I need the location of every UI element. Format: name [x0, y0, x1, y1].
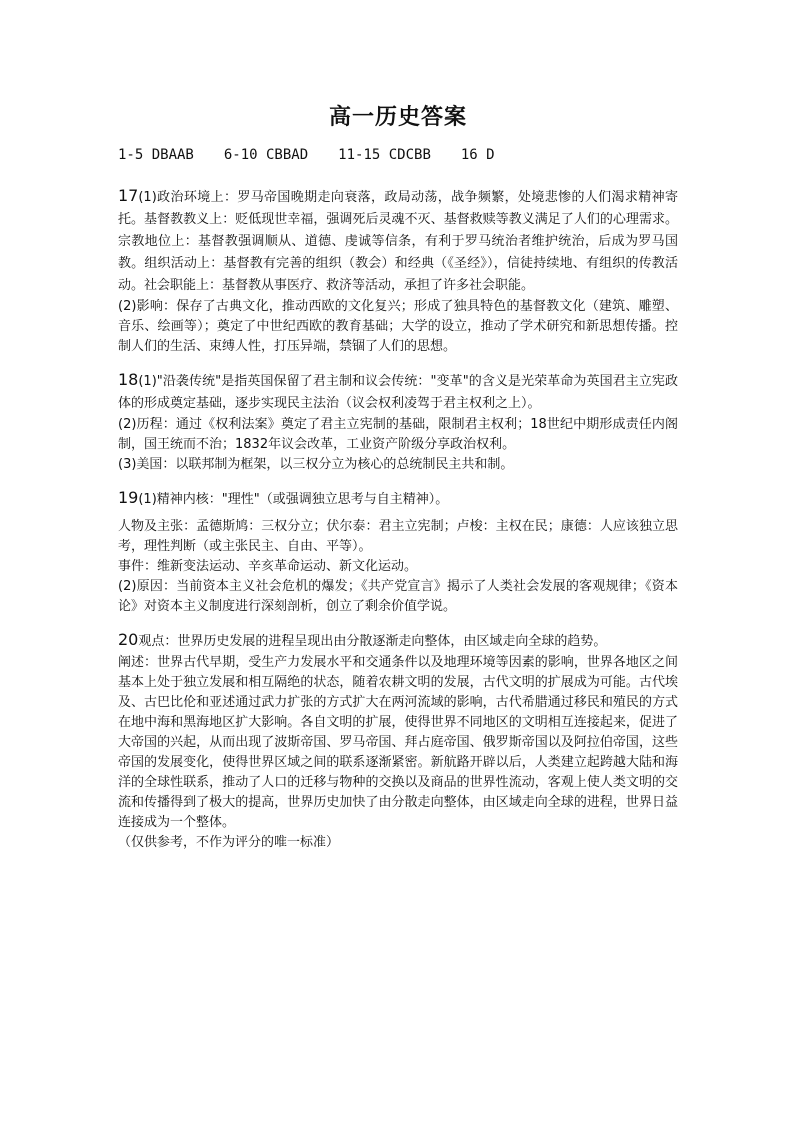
question-18-number: 18: [118, 370, 139, 389]
answer-sheet: [118, 100, 678, 865]
question-20: [118, 629, 678, 853]
question-20-number: 20: [118, 630, 139, 649]
question-18: [118, 369, 678, 475]
question-19-figures: 人物及主张：孟德斯鸠：三权分立；伏尔泰：君主立宪制；卢梭：主权在民；康德：人应该独立思考，理性判断（或主张民主、自由、平等）。: [118, 519, 678, 554]
question-17-part-1: (1)政治环境上：罗马帝国晚期走向衰落，政局动荡，战争频繁，处境悲惨的人们渴求精神寄托。基督教教义上：贬低现世幸福，强调死后灵魂不灭、基督救赎等教义满足了人们的心理需求。宗教地位上：基督教强调顺从、道德、虔诚等信条，有利于罗马统治者维护统治，后成为罗马国教。组织活动上：基督教有完善的组织（教会）和经典（《圣经》），信徒持续地、有组织的传教活动。社会职能上：基督教从事医疗、救济等活动，承担了许多社会职能。: [118, 190, 678, 293]
question-19-part-2: (2)原因：当前资本主义社会危机的爆发；《共产党宣言》揭示了人类社会发展的客观规律；《资本论》对资本主义制度进行深刻剖析，创立了剩余价值学说。: [118, 579, 678, 614]
answers-16: 16 D: [460, 147, 495, 163]
question-18-part-3: (3)美国：以联邦制为框架，以三权分立为核心的总统制民主共和制。: [118, 457, 514, 472]
question-18-part-1: (1)"沿袭传统"是指英国保留了君主制和议会传统："变革"的含义是光荣革命为英国君主立宪政体的形成奠定基础，逐步实现民主法治（议会权利凌驾于君主权利之上）。: [118, 374, 678, 411]
question-17-number: 17: [118, 186, 139, 205]
question-19-events: 事件：维新变法运动、辛亥革命运动、新文化运动。: [118, 559, 418, 574]
answers-1-5: 1-5 DBAAB: [118, 147, 194, 163]
multiple-choice-answers: [118, 147, 678, 163]
question-19: [118, 487, 678, 617]
question-20-elaboration: 阐述：世界古代早期，受生产力发展水平和交通条件以及地理环境等因素的影响，世界各地区之间基本上处于独立发展和相互隔绝的状态，随着农耕文明的发展，古代文明的扩展成为可能。古代埃及、古巴比伦和亚述通过武力扩张的方式扩大在两河流域的影响，古代希腊通过移民和殖民的方式在地中海和黑海地区扩大影响。各自文明的扩展，使得世界不同地区的文明相互连接起来，促进了大帝国的兴起，从而出现了波斯帝国、罗马帝国、拜占庭帝国、俄罗斯帝国以及阿拉伯帝国，这些帝国的发展变化，使得世界区域之间的联系逐渐紧密。新航路开辟以后，人类建立起跨越大陆和海洋的全球性联系，推动了人口的迁移与物种的交换以及商品的世界性流动，客观上使人类文明的交流和传播得到了极大的提高，世界历史加快了由分散走向整体，由区域走向全球的进程，世界日益连接成为一个整体。: [118, 655, 678, 830]
question-18-part-2: (2)历程：通过《权利法案》奠定了君主立宪制的基础，限制君主权利；18世纪中期形成责任内阁制，国王统而不治；1832年议会改革，工业资产阶级分享政治权利。: [118, 417, 678, 452]
question-17: [118, 185, 678, 357]
question-19-part-1: (1)精神内核："理性"（或强调独立思考与自主精神）。: [138, 492, 449, 507]
question-17-part-2: (2)影响：保存了古典文化，推动西欧的文化复兴；形成了独具特色的基督教文化（建筑、雕塑、音乐、绘画等）；奠定了中世纪西欧的教育基础；大学的设立，推动了学术研究和新思想传播。控制人们的生活、束缚人性，打压异端，禁锢了人们的思想。: [118, 299, 678, 354]
answers-6-10: 6-10 CBBAD: [223, 147, 309, 163]
reference-note: （仅供参考，不作为评分的唯一标准）: [118, 835, 340, 850]
answers-11-15: 11-15 CDCBB: [338, 147, 431, 163]
question-19-number: 19: [118, 488, 139, 507]
page-title: 高一历史答案: [328, 104, 467, 130]
question-20-viewpoint: 观点：世界历史发展的进程呈现出由分散逐渐走向整体，由区域走向全球的趋势。: [138, 634, 607, 649]
